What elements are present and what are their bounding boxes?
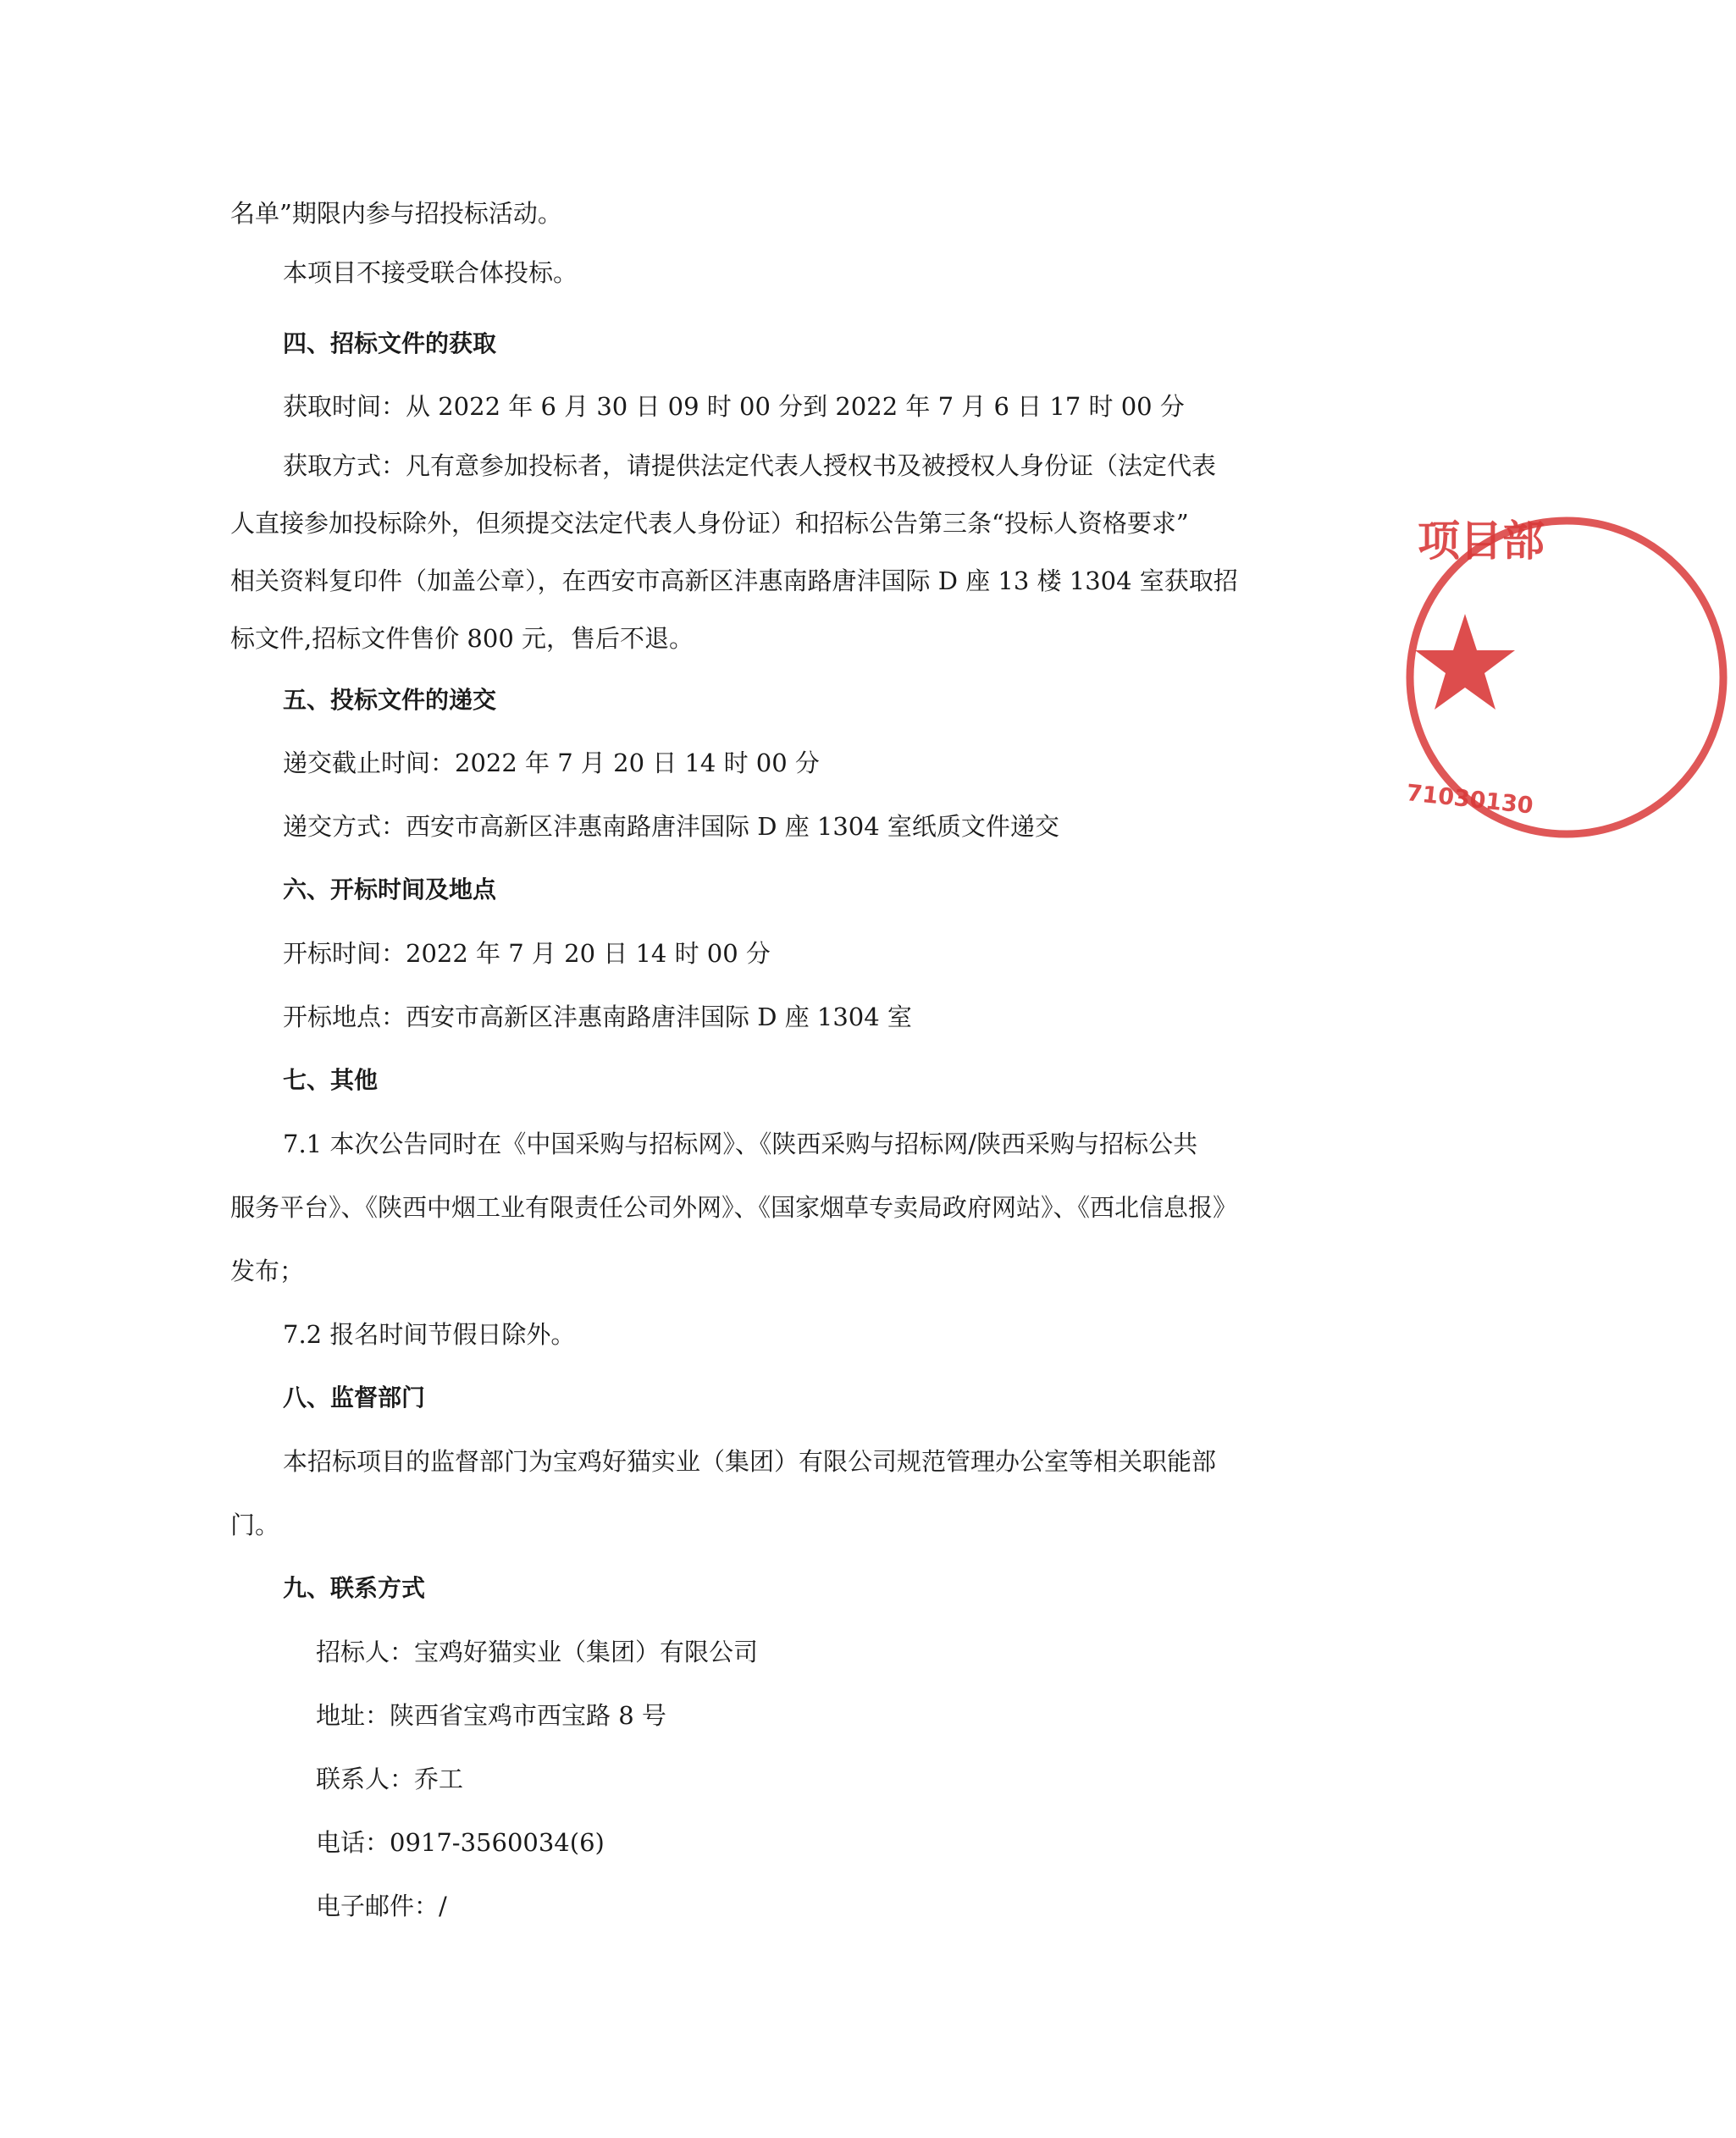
submission-method: 递交方式：西安市高新区沣惠南路唐沣国际 D 座 1304 室纸质文件递交 — [283, 812, 1059, 841]
star-icon — [1415, 614, 1515, 710]
opening-time: 开标时间：2022 年 7 月 20 日 14 时 00 分 — [283, 939, 771, 968]
section-heading: 四、招标文件的获取 — [283, 329, 497, 357]
section-heading: 七、其他 — [283, 1066, 379, 1094]
other-item-line: 发布； — [230, 1257, 305, 1285]
acquisition-method-line: 人直接参加投标除外，但须提交法定代表人身份证）和招标公告第三条“投标人资格要求” — [230, 509, 1189, 538]
contact-address: 地址：陕西省宝鸡市西宝路 8 号 — [316, 1701, 666, 1730]
section-heading: 八、监督部门 — [283, 1384, 426, 1412]
paragraph-text: 本项目不接受联合体投标。 — [283, 258, 578, 287]
supervision-line: 门。 — [230, 1511, 280, 1539]
submission-deadline: 递交截止时间：2022 年 7 月 20 日 14 时 00 分 — [283, 749, 820, 777]
opening-place: 开标地点：西安市高新区沣惠南路唐沣国际 D 座 1304 室 — [283, 1003, 912, 1031]
contact-tenderer: 招标人：宝鸡好猫实业（集团）有限公司 — [316, 1638, 759, 1666]
section-heading: 六、开标时间及地点 — [283, 876, 497, 903]
contact-email: 电子邮件：/ — [316, 1892, 447, 1920]
other-item-line: 7.2 报名时间节假日除外。 — [283, 1320, 576, 1349]
acquisition-method-line: 获取方式：凡有意参加投标者，请提供法定代表人授权书及被授权人身份证（法定代表 — [283, 451, 1217, 480]
supervision-line: 本招标项目的监督部门为宝鸡好猫实业（集团）有限公司规范管理办公室等相关职能部 — [283, 1447, 1217, 1476]
other-item-line: 服务平台》、《陕西中烟工业有限责任公司外网》、《国家烟草专卖局政府网站》、《西北信息报》 — [230, 1193, 1238, 1222]
acquisition-time: 获取时间：从 2022 年 6 月 30 日 09 时 00 分到 2022 年 7 月 6 日 17 时 00 分 — [283, 392, 1185, 421]
acquisition-method-line: 相关资料复印件（加盖公章），在西安市高新区沣惠南路唐沣国际 D 座 13 楼 1304 室获取招 — [230, 566, 1238, 595]
seal-top-text: 项目部 — [1418, 517, 1545, 566]
section-heading: 九、联系方式 — [283, 1574, 426, 1602]
official-seal — [1397, 508, 1736, 847]
other-item-line: 7.1 本次公告同时在《中国采购与招标网》、《陕西采购与招标网/陕西采购与招标公共 — [283, 1130, 1198, 1158]
paragraph-text: 名单”期限内参与招投标活动。 — [230, 199, 562, 228]
seal-bottom-text: 71030130 — [1405, 780, 1534, 820]
acquisition-method-line: 标文件,招标文件售价 800 元，售后不退。 — [230, 624, 694, 653]
contact-person: 联系人：乔工 — [316, 1765, 464, 1793]
contact-phone: 电话：0917-3560034(6) — [316, 1828, 605, 1857]
section-heading: 五、投标文件的递交 — [283, 686, 497, 714]
